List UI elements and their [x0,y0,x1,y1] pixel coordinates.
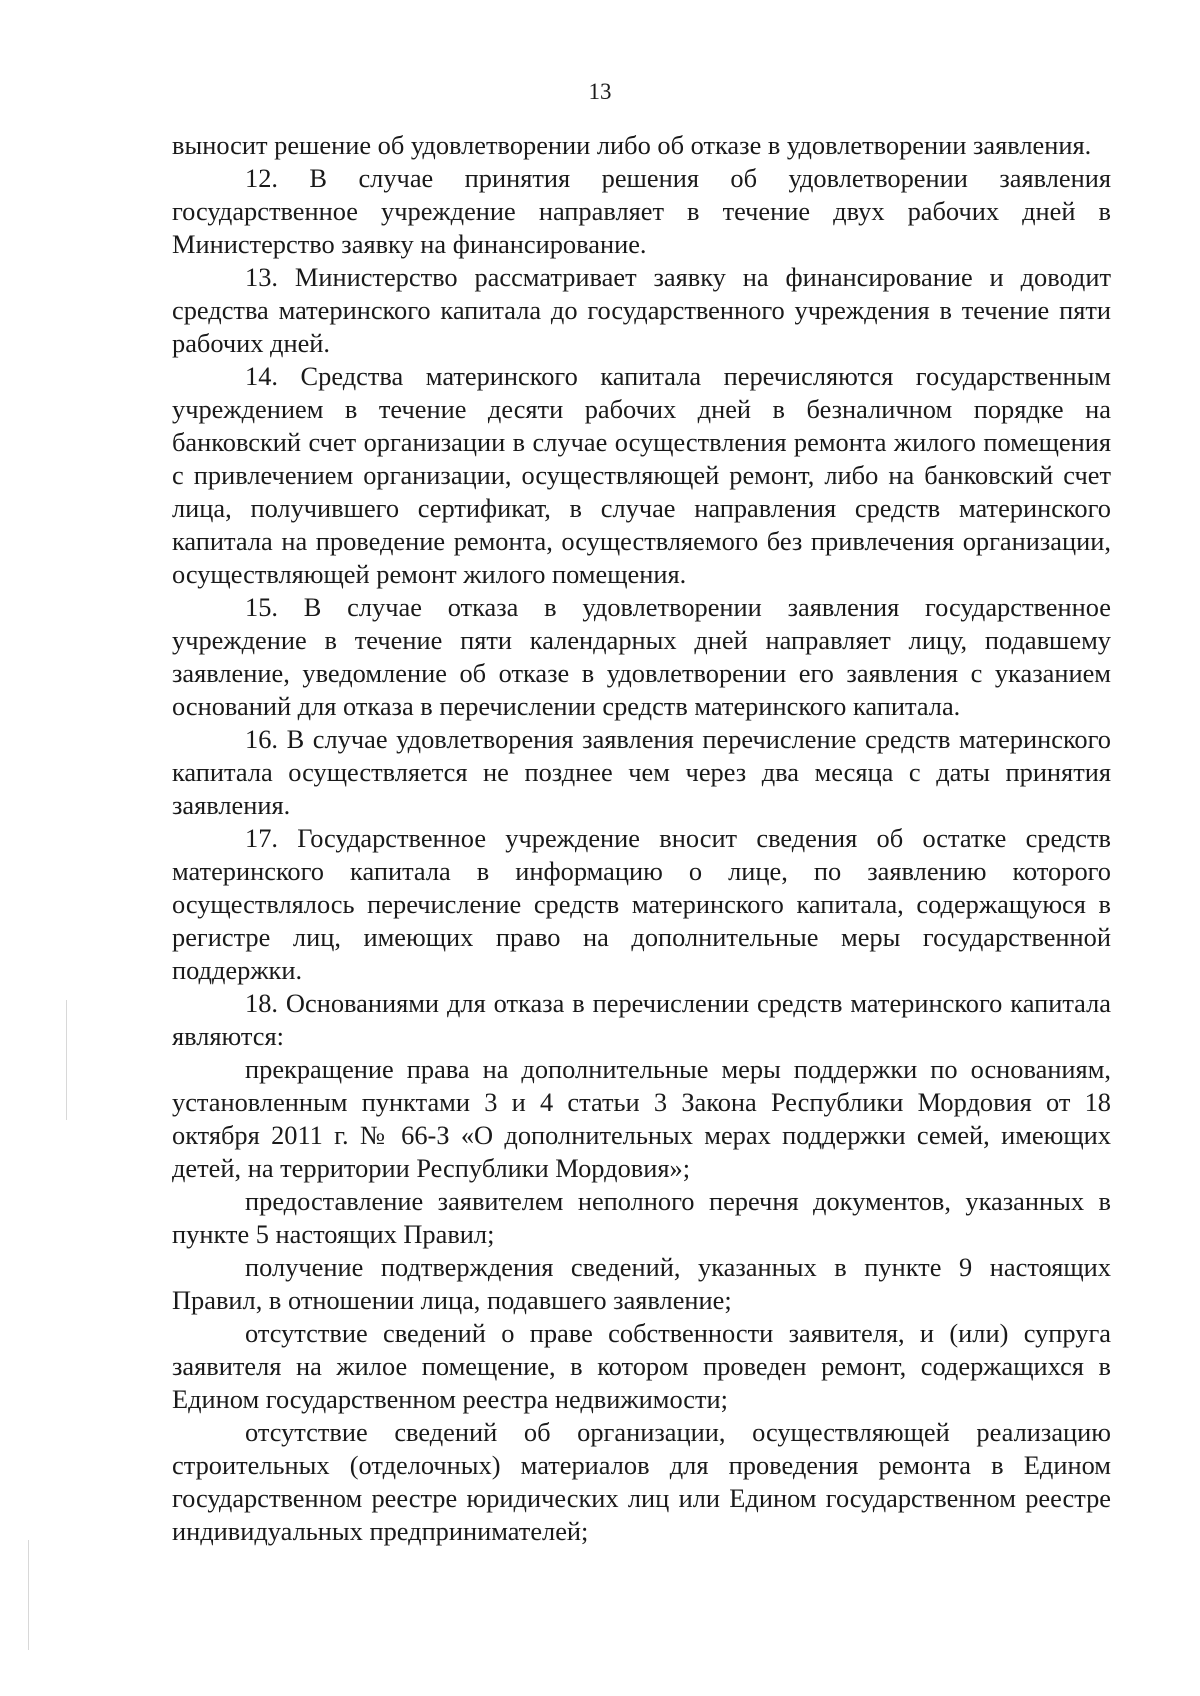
paragraph-14: 14. Средства материнского капитала перечисляются государственным учреждением в течение десяти рабочих дней в безналичном порядке на банковский счет организации в случае осуществления ремонта жилого помещения с привлечением организации, осуществляющей ремонт, либо на банковский счет лица, получившего сертификат, в случае направления средств материнского капитала на проведение ремонта, осуществляемого без привлечения организации, осуществляющей ремонт жилого помещения. [172,361,1111,589]
document-body [172,129,1111,1548]
paragraph-16: 16. В случае удовлетворения заявления перечисление средств материнского капитала осуществляется не позднее чем через два месяца с даты принятия заявления. [172,724,1111,820]
refusal-ground-2: предоставление заявителем неполного перечня документов, указанных в пункте 5 настоящих Правил; [172,1186,1111,1249]
paragraph-18: 18. Основаниями для отказа в перечислении средств материнского капитала являются: [172,988,1111,1051]
paragraph-15: 15. В случае отказа в удовлетворении заявления государственное учреждение в течение пяти календарных дней направляет лицу, подавшему заявление, уведомление об отказе в удовлетворении его заявления с указанием оснований для отказа в перечислении средств материнского капитала. [172,592,1111,721]
refusal-ground-3: получение подтверждения сведений, указанных в пункте 9 настоящих Правил, в отношении лица, подавшего заявление; [172,1252,1111,1315]
paragraph-continuation: выносит решение об удовлетворении либо об отказе в удовлетворении заявления. [172,130,1092,160]
refusal-ground-5: отсутствие сведений об организации, осуществляющей реализацию строительных (отделочных) материалов для проведения ремонта в Едином государственном реестре юридических лиц или Едином государственном реестре индивидуальных предпринимателей; [172,1417,1111,1546]
refusal-ground-1: прекращение права на дополнительные меры поддержки по основаниям, установленным пунктами 3 и 4 статьи 3 Закона Республики Мордовия от 18 октября 2011 г. № 66-З «О дополнительных мерах поддержки семей, имеющих детей, на территории Республики Мордовия»; [172,1054,1111,1183]
page-number: 13 [588,79,612,104]
refusal-ground-4: отсутствие сведений о праве собственности заявителя, и (или) супруга заявителя на жилое помещение, в котором проведен ремонт, содержащихся в Едином государственном реестра недвижимости; [172,1318,1111,1414]
paragraph-17: 17. Государственное учреждение вносит сведения об остатке средств материнского капитала в информацию о лице, по заявлению которого осуществлялось перечисление средств материнского капитала, содержащуюся в регистре лиц, имеющих право на дополнительные меры государственной поддержки. [172,823,1111,985]
paragraph-13: 13. Министерство рассматривает заявку на финансирование и доводит средства материнского капитала до государственного учреждения в течение пяти рабочих дней. [172,262,1111,358]
paragraph-12: 12. В случае принятия решения об удовлетворении заявления государственное учреждение направляет в течение двух рабочих дней в Министерство заявку на финансирование. [172,163,1111,259]
scan-edge-mark [28,1540,29,1650]
scan-edge-mark [66,1000,67,1120]
